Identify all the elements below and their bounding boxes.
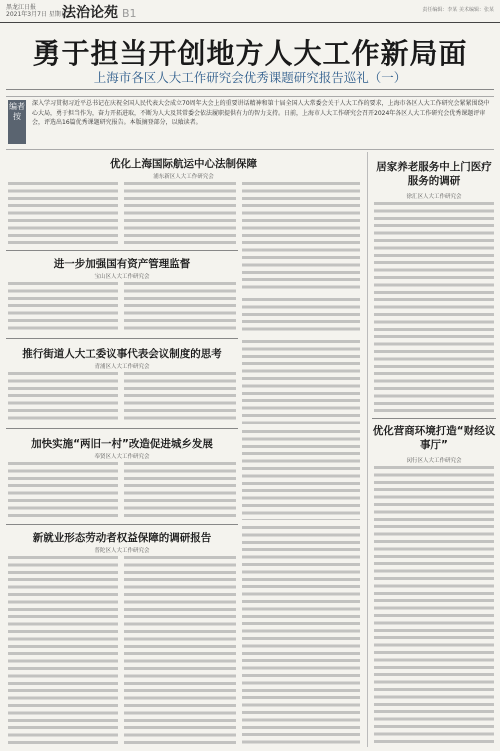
article-byline-1: 浦东新区人大工作研究会: [153, 174, 214, 180]
article-body-5a: [8, 556, 118, 746]
article-byline-4: 奉贤区人大工作研究会: [94, 454, 150, 460]
article-byline-3: 青浦区人大工作研究会: [94, 364, 150, 370]
article-byline-5: 普陀区人大工作研究会: [94, 548, 150, 554]
editor-note-label: 编者按: [8, 100, 26, 144]
section-heading: [62, 2, 137, 22]
page-number: B1: [122, 7, 137, 20]
article-title-6: 居家养老服务中上门医疗服务的调研: [376, 161, 492, 187]
article-body-3c: [242, 340, 360, 424]
article-byline-6: 徐汇区人大工作研究会: [406, 194, 462, 200]
article-body-2c: [242, 298, 360, 334]
article-body-4c: [242, 430, 360, 520]
article-title-3: 推行街道人大工委议事代表会议制度的思考: [22, 348, 222, 360]
section-rule: [6, 338, 238, 339]
date-line: 2021年3月7日 星期日: [6, 11, 67, 18]
page-subheadline: 上海市各区人大工作研究会优秀课题研究报告巡礼（一）: [93, 70, 407, 85]
article-body-2b: [124, 282, 236, 334]
article-title-1: 优化上海国际航运中心法制保障: [110, 158, 257, 170]
section-rule: [6, 524, 238, 525]
paper-name: 黑龙江日报: [6, 4, 37, 11]
article-body-4b: [124, 462, 236, 520]
section-rule: [6, 428, 238, 429]
article-title-7: 优化营商环境打造“财经议事厅”: [372, 425, 496, 451]
article-byline-2: 宝山区人大工作研究会: [94, 274, 150, 280]
section-rule: [372, 418, 496, 419]
masthead-bar: [0, 0, 500, 22]
page-headline: 勇于担当开创地方人大工作新局面: [32, 37, 468, 70]
article-byline-7: 闵行区人大工作研究会: [406, 458, 462, 464]
article-body-3a: [8, 372, 118, 422]
headline-rule: [6, 89, 494, 90]
article-body-7: [374, 466, 494, 746]
article-body-6: [374, 202, 494, 414]
section-name: 法治论苑: [62, 5, 118, 21]
editor-note-text: 深入学习贯彻习近平总书记在庆祝全国人民代表大会成立70周年大会上的重要讲话精神和第十届全国人大常委会关于人大工作的要求，上海市各区人大工作研究会紧紧围绕中心大局，勇于担当作为，奋力开拓进取，不断为人大及其常委会依法履职提供有力的智力支持。日前，上海市人大工作研究会召开2024年各区人大工作研究会优秀课题评审会，评选出16篇优秀课题研究报告。本版摘登部分，以飨读者。: [32, 100, 490, 126]
section-rule: [6, 250, 238, 251]
column-divider: [367, 152, 368, 747]
article-body-5c: [242, 526, 360, 746]
article-body-2a: [8, 282, 118, 334]
editor-line: 责任编辑：李某 美术编辑：张某: [422, 7, 494, 13]
article-body-5b: [124, 556, 236, 746]
article-body-1c: [242, 182, 360, 292]
article-body-1a: [8, 182, 118, 248]
article-title-5: 新就业形态劳动者权益保障的调研报告: [32, 532, 212, 544]
article-body-3b: [124, 372, 236, 422]
article-body-1b: [124, 182, 236, 248]
article-title-2: 进一步加强国有资产管理监督: [53, 258, 191, 270]
article-body-4a: [8, 462, 118, 520]
masthead: [6, 4, 67, 18]
article-title-4: 加快实施“两旧一村”改造促进城乡发展: [31, 438, 213, 450]
top-rule: [0, 22, 500, 23]
